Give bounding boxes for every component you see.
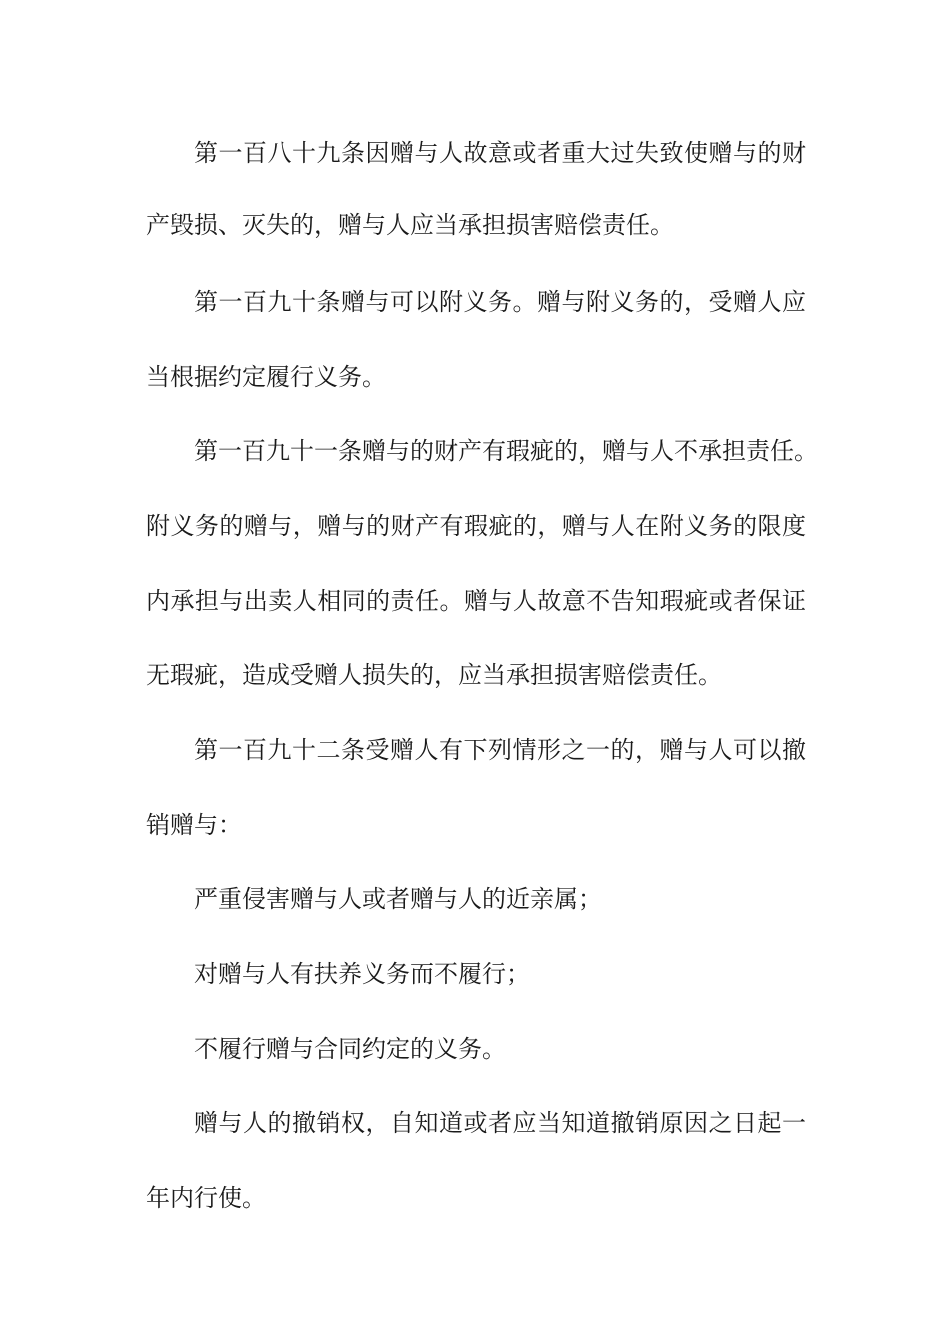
text-line: 附义务的赠与，赠与的财产有瑕疵的，赠与人在附义务的限度 (146, 512, 806, 540)
text-line: 内承担与出卖人相同的责任。赠与人故意不告知瑕疵或者保证 (146, 587, 806, 615)
text-line: 第一百九十一条赠与的财产有瑕疵的，赠与人不承担责任。 (194, 437, 818, 465)
text-line: 第一百九十二条受赠人有下列情形之一的，赠与人可以撤 (194, 736, 806, 764)
text-line: 年内行使。 (146, 1184, 266, 1212)
text-line: 第一百九十条赠与可以附义务。赠与附义务的，受赠人应 (194, 288, 806, 316)
text-line: 销赠与： (146, 811, 242, 839)
text-line: 赠与人的撤销权，自知道或者应当知道撤销原因之日起一 (194, 1109, 806, 1137)
text-line: 产毁损、灭失的，赠与人应当承担损害赔偿责任。 (146, 211, 674, 239)
list-item: 不履行赠与合同约定的义务。 (194, 1035, 506, 1063)
list-item: 对赠与人有扶养义务而不履行； (194, 960, 530, 988)
text-line: 当根据约定履行义务。 (146, 363, 386, 391)
text-line: 第一百八十九条因赠与人故意或者重大过失致使赠与的财 (194, 139, 806, 167)
list-item: 严重侵害赠与人或者赠与人的近亲属； (194, 885, 602, 913)
text-line: 无瑕疵，造成受赠人损失的，应当承担损害赔偿责任。 (146, 661, 722, 689)
